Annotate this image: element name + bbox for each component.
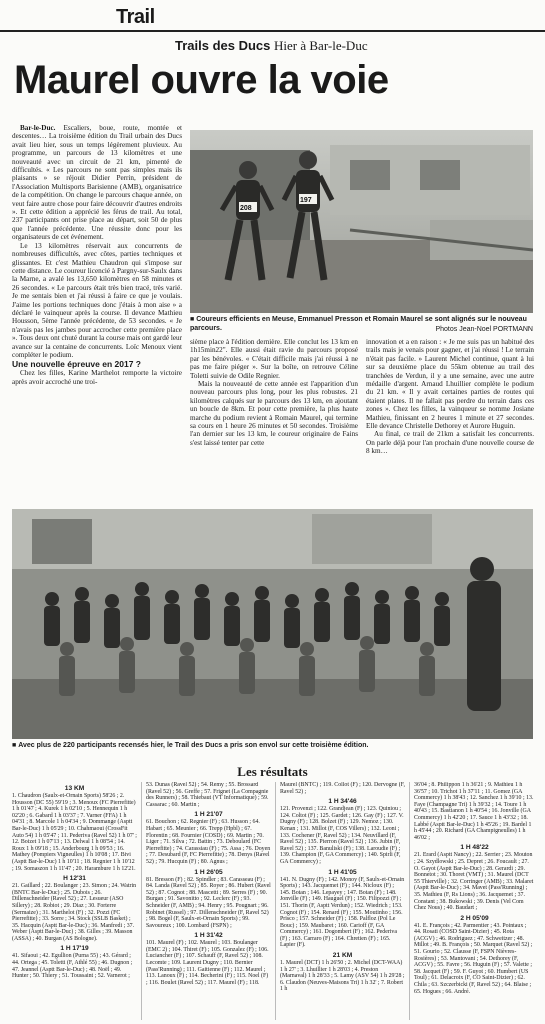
bib-197: 197 — [300, 197, 312, 204]
results-heading: 21 KM — [332, 952, 353, 960]
results-column-4 — [414, 782, 535, 1022]
results-column-1 — [12, 782, 137, 1022]
photo-runners — [190, 130, 533, 313]
results-text: 36'04 ; 8. Philippon 1 h 36'21 ; 9. Mathieu 1 h 36'57 ; 10. Trichot 1 h 37'11 ; 11. Gomez (GA Commercy) 1 h 38'43 ; 12. Sanchez 1 h 39'10 ; 13. Faye (Champagne Tri) 1 h 39'32 ; 14. Toure 1 h 40'43 ; 15. Bastianon 1 h 40'54 ; 16. Jonville (GA Commercy) 1 h 42'20 ; 17. Sauce 1 h 43'32 ; 18. Labbé (Asptt Bar-le-Duc) 1 h 45'26 ; 19. Bardel 1 h 45'44 ; 20. Richard (GA Champigneulles) 1 h 46'02 ; — [414, 782, 534, 841]
results-title: Les résultats — [237, 764, 308, 779]
column-divider — [409, 782, 410, 1020]
photo-crowd-image — [12, 509, 533, 739]
article-column-2 — [190, 338, 358, 498]
results-heading: 13 KM — [64, 785, 85, 792]
article-paragraph: Mais la nouveauté de cette année est l'apparition d'un nouveau parcours plus long, pour les plus robustes. 21 kilomètres calqués sur le parcours des 13 km, en ajoutant un boucle de 8km. Et pour cette première, la plus haute marche du podium revient à Romain Maurel, qui termine sa cours en 1 heure 26 minutes et 50 secondes. Troisième l'an dernier sur les 13 km, le coureur originaire de Fains s'est laissé tenter par cette — [190, 380, 358, 447]
subhead: Une nouvelle épreuve en 2017 ? — [12, 359, 141, 370]
results-column-3 — [280, 782, 405, 1022]
results-text: 1. Maurel (DCT) 1 h 26'50 ; 2. Michel (DCT-WAA) 1 h 27' ; 3. Lhuillier 1 h 28'03 ; 4. Preston (Marnaval) 1 h 28'33 ; 5. Lamy (ASV 54) 1 h 29'28 ; 6. Claudon (Neuves-Maisons Tri) 1 h 32' ; 7. Robert 1 h — [280, 960, 405, 993]
results-heading: 1 H 26'05 — [194, 868, 223, 876]
results-heading: 1 H 31'42 — [194, 932, 223, 940]
caption-square-icon: ■ — [190, 316, 197, 323]
results-text: 41. Sifaoui ; 42. Egullion (Purna 55) ; 43. Gérard ; 44. Ortega ; 45. Toletti (F, Athlé 55) ; 46. Dugnon ; 47. Jeannel (Asptt Bar-le-Duc) ; 48. Noël ; 49. Hunter ; 50. Thiery ; 51. Toussaint ; 52. Varnerot ; — [12, 953, 133, 980]
results-column-2 — [146, 782, 271, 1022]
article-paragraph: Chez les filles, Karine Marthelot remporte la victoire après avoir accroché une troi- — [12, 369, 182, 386]
kicker — [175, 38, 368, 54]
column-divider — [141, 782, 142, 1020]
section-tag: Trail — [116, 6, 155, 28]
results-heading: 1 H 41'05 — [328, 868, 357, 876]
kicker-light: Hier à Bar-le-Duc — [274, 38, 368, 53]
article-paragraph: Au final, ce trail de 21km a satisfait les concurrents. On parle déjà pour l'an prochain d'une nouvelle course de 8 km… — [366, 430, 534, 456]
header-rule — [0, 30, 545, 32]
results-text: 61. Bouchon ; 62. Regnier (F) ; 63. Husson ; 64. Habart ; 65. Meunier ; 66. Trepp (Hpbl) ; 67. Florentin ; 68. Fournier (COSD) ; 69. Martin ; 70. Liger ; 71. Silva ; 72. Battin ; 73. Deboulard (FC Pierrefitte) ; 74. Carassiau (F) ; 75. Assa ; 76. Doyen ; 77. Desubard (F, FC Pierrefitte) ; 78. Denys (Ravel 52) ; 79. Hucquin (F) ; 80. Agnus ; — [146, 819, 271, 865]
results-text: 101. Maurel (F) ; 102. Maurel ; 103. Boulanger (EMC 2) ; 104. Thiret (F) ; 105. Gonzalez (F) ; 106. Luciancher (F) ; 107. Schauff (F, Ravel 52) ; 108. Lecomte ; 109. Laurent Dugny ; 110. Bernier (Pass'Running) ; 111. Gaitienne (F) ; 112. Maurel ; 113. Lanoux (F) ; 114. Becherini (F) ; 115. Noel (F) ; 116. Boulet (Ravel 52) ; 117. Maurel (F) ; 118. — [146, 940, 269, 986]
article-paragraph: Escaliers, boue, route, montée et descentes… La troisième édition du Trail urbain des Ducs avait lieu hier, sous un temps légèrement pluvieux. Au programme, un parcours de 13 kilomètres et une nouveauté avec un circuit de 21 km, pimenté de difficultés. « Les parcours ne sont pas simples mais ils plaisants » se réjouit Didier Perrin, président de l'Association Multisports Barisienne (AMB), organisatrice de la compétition. On change le parcours chaque année, on veut faire autre chose pour faire découvrir d'autres endroits ». Et cette édition a apprécié les férus de trail. Au total, 237 participants ont prise place au départ, soit 50 de plus que l'année précédente. Une réussite donc pour les organisateurs de cet événement. — [12, 124, 182, 242]
results-text: 21. Gaillard ; 22. Boulanger ; 23. Simon ; 24. Watrin (BNTC Bar-le-Duc) ; 25. Dubois ; 26. Dillenschneider (Ravel 52) ; 27. Lesueur (ASO Sillery) ; 28. Robiot ; 29. Diaz ; 30. Forterre (Sermaize) ; 31. Marthelot (F) ; 32. Pozzi (FC Pierrefitte) ; 33. Sorre ; 34. Stock (SSLB Basket) ; 35. Hacquin (Asptt Bar-le-Duc) ; 36. Manfredi ; 37. Weber (Asptt Bar-le-Duc) ; 38. Gilles ; 39. Masson (ASSA) ; 40. Burgan (AS Bologne). — [12, 883, 137, 942]
photo-runners-image — [190, 130, 533, 313]
article-paragraph: sième place à l'édition dernière. Elle conclut les 13 km en 1h15min22". Elle aussi était ravie du parcours proposé par les bénévoles. « C'était difficile mais j'ai réussi à ne pas me faire piéger ». Sur la boîte, on retrouve Céline Toletti suivie de Odile Regnier. — [190, 338, 358, 380]
results-text: 141. N. Dugny (F) ; 142. Monoy (F, Saulx-et-Ornain Sports) ; 143. Jacquemet (F) ; 144. Nicloux (F) ; 145. Botan ; 146. Lepayey ; 147. Botan (F) ; 148. Jonville (F) ; 149. Hauguel (F) ; 150. Filipozzi (F) ; 151. Thorin (F, Asptt Verdun) ; 152. Wiedrich ; 153. Cognot (F) ; 154. Renard (F) ; 155. Moutinho ; 156. Prisco ; 157. Schneider (F) ; 158. Palfloz (Pol Le Bouc) ; 159. Maubaret ; 160. Carioff (F, GA Commercy) ; 161. Dogombert (F) ; 162. Pederiva (F) ; 163. Carraro (F) ; 164. Chretien (F) ; 165. Lapier (F). — [280, 876, 405, 949]
results-text: 53. Dunas (Ravel 52) ; 54. Remy ; 55. Brossard (Ravel 52) ; 56. Greffe ; 57. Frignet (La Compagnie des Runners) ; 58. Thiebaut (VT Informatique) ; 59. Cassarac ; 60. Martin ; — [146, 782, 269, 808]
results-heading: 1 H 21'07 — [194, 811, 223, 819]
results-text: 41. E. François ; 42. Parmentier ; 43. Pointaux ; 44. Rosati (COSD Saint-Dizier) ; 45. Rota (ACGV) ; 46. Rodriguez ; 47. Schweitzer ; 48. Millot ; 49. B. François ; 50. Marquet (Ravel 52) ; 51. Gourio ; 52. Clausse (F, FSPN Nièvres-Rosières) ; 53. Mantovani ; 54. Dethorey (F, ACGV) ; 55. Favre ; 56. Huguin (F) ; 57. Valette ; 58. Jacquet (F) ; 59. F. Guyot ; 60. Humbert (US Toul) ; 61. Delacroix (F, CO Saint-Dizier) ; 62. Chila ; 63. Szczerbicki (F, Ravel 52) ; 64. Blaise ; 65. Hogues ; 66. André. — [414, 922, 533, 995]
photo2-caption — [12, 742, 533, 751]
kicker-bold: Trails des Ducs — [175, 38, 271, 53]
dateline: Bar-le-Duc. — [20, 124, 56, 132]
results-text: 81. Bresson (F) ; 82. Spindler ; 83. Carasseau (F) ; 84. Landa (Ravel 52) ; 85. Royer ; 86. Hubert (Ravel 52) ; 87. Cognot ; 88. Mascetti ; 89. Serres (F) ; 90. Burgan ; 91. Savonitto ; 92. Leclerc (F) ; 93. Schneider (F, AMB) ; 94. Henry ; 95. Pougnart ; 96. Robinet (Russel) ; 97. Dillenschneider (F, Ravel 52) ; 98. Bogel (F, Saulx-et-Ornain Sports) ; 99. Savoureux ; 100. Lombard (FSPN) ; — [146, 876, 271, 929]
photo1-caption-text: Coureurs efficients en Meuse, Emmanuel Presson et Romain Maurel se sont alignés sur le nouveau parcours. — [190, 316, 527, 332]
results-text: 1. Chaudron (Saulx-et-Ornain Sports) 58'26 ; 2. Housson (DC 55) 59'19 ; 3. Menoux (FC Pierrefitte) 1 h 01'47 ; 4. Kurek 1 h 02'10 ; 5. Hennequin 1 h 02'20 ; 6. Gabard 1 h 03'37 ; 7. Varner (FFA) 1 h 04'31 ; 8. Marcole 1 h 04'34 ; 9. Dommange (Asptt Bar-le-Duc) 1 h 05'29 ; 10. Chahmaoui (CrossFit Auto 54) 1 h 05'47 ; 11. Pederiva (Ravel 52) 1 h 07' ; 12. Boizet 1 h 07'13 ; 13. Delwal 1 h 08'54 ; 14. Roux 1 h 09'18 ; 15. Anderbourg 1 h 09'53 ; 16. Mathey (Pompiers Vigneulles) 1 h 10'08 ; 17. Bivi (Asptt Bar-le-Duc) 1 h 10'11 ; 18. Regnier 1 h 10'12 ; 19. Somaszon 1 h 11'47 ; 20. Harambure 1 h 12'21. — [12, 793, 137, 872]
results-heading: 2 H 05'09 — [460, 914, 489, 922]
article-column-3 — [366, 338, 534, 498]
headline: Maurel ouvre la voie — [14, 58, 389, 102]
results-heading: H 12'31 — [63, 875, 86, 883]
article-paragraph: Le 13 kilomètres réservait aux concurrents de nombreuses difficultés, avec côtes, parties techniques et glissantes. Et c'est Mathieu Chaudron qui s'impose sur cette distance. Le coureur licencié à Pargny-sur-Saulx dans la Marne, a avalé les 13,650 kilomètres en 58 minutes et 26 secondes. « Le parcours était très bien tracé, très varié. Je me sentais bien et j'ai réussi à faire ce que je voulais. J'aime les portions techniques donc j'étais à mon aise » a déclaré le vainqueur après la course. Il devance Mathieu Housson, 5ème l'année précédente, de 53 secondes. « Je n'avais pas les jambes pour accrocher cette première place ». Tous deux ont chuté durant la course mais ont gardé leur avance sur la centaine de concurrents. Loïc Menoux vient compléter le podium. — [12, 241, 182, 359]
article-column-1 — [12, 124, 182, 564]
photo-credit: Photos Jean-Noel PORTMANN — [435, 326, 533, 333]
caption-square-icon: ■ — [12, 742, 19, 749]
results-heading: 1 H 34'46 — [328, 798, 357, 806]
results-text: Maurel (BNTC) ; 119. Collot (F) ; 120. Dervogne (F, Ravel 52) ; — [280, 782, 405, 795]
results-text: 121. Provenzi ; 122. Grandjean (F) ; 123. Quiniou ; 124. Coltot (F) ; 125. Gardet ; 126. Gay (F) ; 127. V. Dugny (F) ; 128. Bolzet (F) ; 129. Nemoz ; 130. Kenan ; 131. Millot (F, COS Villers) ; 132. Leoni ; 133. Cochener (F, Ravel 52) ; 134. Neuvillard (F, Ravel 52) ; 135. Pierron (Ravel 52) ; 136. Jubin (F, Ravel 52) ; 137. Banuliski (F) ; 138. Laroudie (F) ; 139. Champion (F, GA Commercy) ; 140. Spirli (F, GA Commercy) ; — [280, 806, 404, 865]
results-text: 21. Erard (Asptt Nancy) ; 22. Serrier ; 23. Mouton ; 24. Szydlowski ; 25. Depret ; 26. Foucault ; 27. O. Gayot (Asptt Bar-le-Duc) ; 28. Gerardi ; 29. Bonnetot ; 30. Thoret (VMT) ; 31. Maurel (DCT 55 Thierville) ; 32. Corringer (AMB) ; 33. Malaret (Asptt Bar-le-Duc) ; 34. Mavet (Pass'Running) ; 35. Mathieu (F, Rs Lions) ; 36. Jacquemet ; 37. Constant ; 38. Bukowski ; 39. Denis (Vel Com Chez Nous) ; 40. Baudart ; — [414, 852, 534, 912]
bib-208: 208 — [240, 205, 252, 212]
column-divider — [275, 782, 276, 1020]
photo2-caption-text: Avec plus de 220 participants recensés hier, le Trail des Ducs a pris son envol sur cette troisième édition. — [18, 742, 369, 749]
results-heading: 1 H 48'22 — [460, 844, 489, 852]
results-heading: 1 H 17'19 — [60, 945, 89, 953]
photo-start-crowd — [12, 509, 533, 739]
article-paragraph: innovation et a en raison : « Je me suis pas un habitué des trails mais je venais pour gagner, et j'ai réussi ! Le terrain n'était pas facile. » Laurent Michel continue, quant à lui sur sa deuxième place du 55km obtenue au trail des tranchées de Verdun, il y a une semaine, avec une autre médaille d'argent. Arnaud Lhuillier complète le podium du 21 km. « Il y avait certaines parties de routes qui étaient plates. Il ne fallait pas perdre du terrain dans ces zones ». Chez les filles, la vainqueur se nomme Josiane Mathieu, finissant en 2 heures 1 minute et 27 secondes. Elle devance Christelle Dethorey et Aurore Huguin. — [366, 338, 534, 431]
